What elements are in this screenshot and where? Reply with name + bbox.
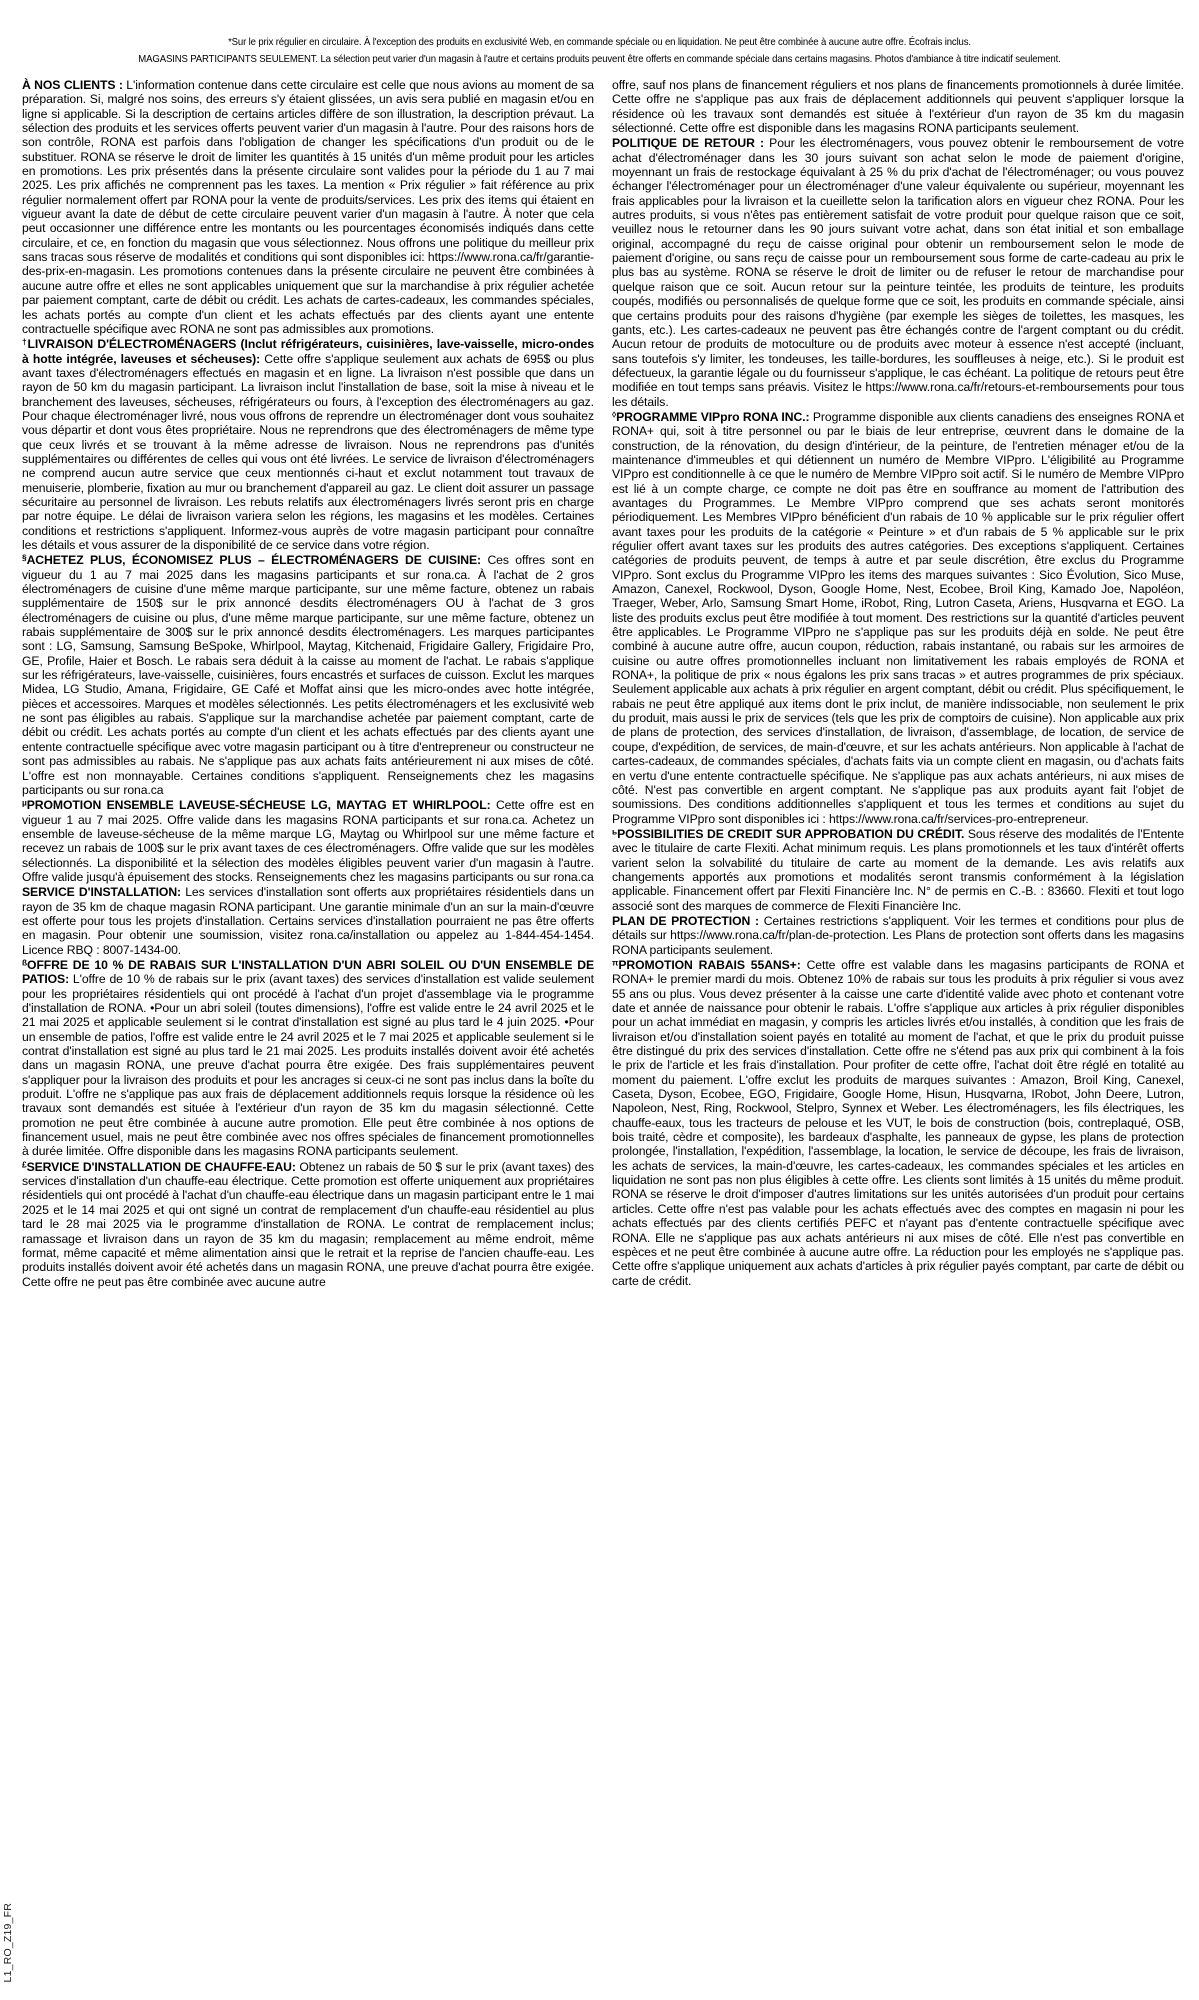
section-heading: ACHETEZ PLUS, ÉCONOMISEZ PLUS – ÉLECTROMÉNAGERS DE CUISINE: — [26, 553, 482, 568]
footnote-marker: ß — [22, 957, 28, 968]
terms-columns — [22, 78, 1184, 1990]
section-body: Pour les électroménagers, vous pouvez obtenir le remboursement de votre achat d'électroménager dans les 30 jours suivant son achat selon le mode de paiement d'origine, moyennant un frais de restockage équivalant à 25 % du prix d'achat de l'électroménager; ou vous pouvez échanger l'électroménager pour un électroménager d'une valeur équivalente ou supérieur, moyennant les frais applicables pour la livraison et la cueillette selon la tarification alors en vigueur chez RONA. Pour les autres produits, si vous n'êtes pas entièrement satisfait de votre produit pour quelque raison que ce soit, veuillez nous le retourner dans les 90 jours suivant votre achat, dans son état initial et son emballage original, accompagné du reçu de caisse original pour obtenir un remboursement selon le mode de paiement d'origine, ou sans reçu de caisse pour un remboursement sous forme de carte-cadeau au prix le plus bas au système. RONA se réserve le droit de limiter ou de refuser le retour de marchandise pour quelque raison que ce soit. Aucun retour sur la peinture teintée, les produits de teinture, les produits coupés, modifiés ou personnalisés de quelque forme que ce soit, les produits en commande spéciale, ainsi que certains produits pour des raisons d'hygiène (par exemple les sièges de toilettes, les masques, les gants, etc.). Les cartes-cadeaux ne peuvent pas être échangés contre de l'argent comptant ou du crédit. Aucun retour de produits de motoculture ou de produits avec moteur à essence n'est accepté (incluant, sans toutefois s'y limiter, les tondeuses, les taille-bordures, les souffleuses à neige, etc.). Si le produit est défectueux, la garantie légale ou du fournisseur s'applique, le cas échéant. La politique de retours peut être modifiée en tout temps sans préavis. Visitez le https://www.rona.ca/fr/retours-et-remboursements pour tous les détails. — [612, 136, 1184, 409]
terms-paragraph — [612, 410, 1184, 826]
section-heading: SERVICE D'INSTALLATION: — [22, 885, 182, 900]
section-body: L'offre de 10 % de rabais sur le prix (avant taxes) des services d'installation est valide seulement pour les propriétaires résidentiels qui ont procédé à l'achat d'un projet d'assemblage via le programme d'installation de RONA. •Pour un abri soleil (toutes dimensions), l'offre est valide entre le 24 avril 2025 et le 21 mai 2025 et applicable seulement si le contrat d'installation est signé au plus tard le 4 juin 2025. •Pour un ensemble de patios, l'offre est valide entre le 24 avril 2025 et le 7 mai 2025 et applicable seulement si le contrat d'installation est signé au plus tard le 21 mai 2025. Les produits installés doivent avoir été achetés dans un magasin RONA, une preuve d'achat pourra être exigée. Des frais supplémentaires peuvent s'appliquer pour la livraison des produits et pour les ancrages si ceux-ci ne sont pas inclus dans la boîte du produit. L'offre ne s'applique pas aux frais de déplacement additionnels requis lorsque la résidence où les travaux sont demandés est située à l'extérieur d'un rayon de 35 km du magasin sélectionné. Cette promotion ne peut être combinée à aucune autre promotion. Elle peut être combinée à nos options de financement usuel, mais ne peut être combinée avec nos offres spéciales de financement promotionnelles à durée limitée. Offre disponible dans les magasins RONA participants seulement. — [22, 972, 594, 1159]
footnote-marker: ◊ — [612, 409, 617, 420]
section-body: Obtenez un rabais de 50 $ sur le prix (avant taxes) des services d'installation d'un chauffe-eau électrique. Cette promotion est offerte uniquement aux propriétaires résidentiels qui ont procédé à l'achat d'un chauffe-eau électrique dans un magasin participant entre le 1 mai 2025 et le 14 mai 2025 et qui ont signé un contrat de remplacement d'un chauffe-eau résidentiel au plus tard le 28 mai 2025 via le programme d'installation de RONA. Le contrat de remplacement inclus; ramassage et livraison dans un rayon de 35 km du magasin; remplacement au même endroit, même format, même capacité et même alimentation ainsi que le retrait et la reprise de l'ancien chauffe-eau. Les produits installés doivent avoir été achetés dans un magasin RONA, une preuve d'achat pourra être exigée. Cette offre ne peut pas être combinée avec aucune autre — [22, 1159, 594, 1289]
section-heading: PROMOTION ENSEMBLE LAVEUSE-SÉCHEUSE LG, MAYTAG ET WHIRLPOOL: — [26, 798, 491, 813]
terms-paragraph — [22, 1160, 594, 1289]
section-heading: PLAN DE PROTECTION : — [612, 913, 759, 928]
terms-paragraph — [22, 798, 594, 884]
terms-paragraph — [22, 337, 594, 552]
section-body: Cette offre est valable dans les magasins participants de RONA et RONA+ le premier mardi du mois. Obtenez 10% de rabais sur tous les produits à prix régulier si vous avez 55 ans ou plus. Vous devez présenter à la caisse une carte d'identité valide avec photo et contenant votre date et année de naissance pour obtenir le rabais. L'offre s'applique aux articles à prix régulier disponibles pour un achat immédiat en magasin, y compris les articles livrés et/ou installés, à condition que les frais de livraison et/ou d'installation soient payés en totalité au moment de l'achat, et que le prix du produit puisse être distingué du prix des services d'installation. Cette offre ne s'étend pas aux prix qui combinent à la fois le prix de l'article et les frais d'installation. Pour profiter de cette offre, l'achat doit être réglé en totalité au moment du paiement. L'offre exclut les produits de marques suivantes : Amazon, Broil King, Canexel, Caseta, Dyson, Ecobee, EGO, Frigidaire, Google Home, Hisun, Husqvarna, IRobot, John Deere, Lutron, Napoleon, Nest, Ring, Rockwool, Stelpro, Synnex et Weber. Les électroménagers, les fils électriques, les chauffe-eaux, tous les tracteurs de pelouse et les VUT, le bois de construction (bois, contreplaqué, OSB, bois traité, cèdre et composite), les bardeaux d'asphalte, les panneaux de gypse, les plans de protection prolongée, l'installation, l'expédition, l'assemblage, la location, le service de découpe, les frais de livraison, les achats de services, la main-d'œuvre, les cartes-cadeaux, les commandes spéciales et les articles en liquidation ne sont pas non plus éligibles à cette offre. Les clients sont limités à 15 unités du même produit. RONA se réserve le droit d'imposer d'autres limitations sur les unités autorisées d'un produit pour certains articles. Cette offre n'est pas valable pour les achats effectués avec des comptes en magasin ni pour les achats effectués par des clients certifiés PEFC et n'ayant pas d'entente contractuelle spécifique avec RONA. Elle ne s'applique pas aux achats antérieurs ni aux mises de côté. Elle n'est pas convertible en espèces et ne peut être combinée à aucune autre offre. La réduction pour les employés ne s'applique pas. Cette offre s'applique uniquement aux achats d'articles à prix régulier payés comptant, par carte de débit ou carte de crédit. — [612, 957, 1184, 1288]
section-body: Sous réserve des modalités de l'Entente avec le titulaire de carte Flexiti. Achat minimum requis. Les plans promotionnels et les taux d'intérêt offerts varient selon la solvabilité du titulaire de carte au moment de la demande. Les avis relatifs aux changements apportés aux promotions et modalités seront transmis conformément à la législation applicable. Financement offert par Flexiti Financière Inc. N° de permis en C.-B. : 83660. Flexiti et tout logo associé sont des marques de commerce de Flexiti Financière Inc. — [612, 826, 1184, 913]
terms-paragraph — [612, 78, 1184, 135]
terms-paragraph — [22, 885, 594, 957]
section-body: Cette offre est en vigueur 1 au 7 mai 2025. Offre valide dans les magasins RONA participants et sur rona.ca. Achetez un ensemble de laveuse-sécheuse de la même marque LG, Maytag ou Whirlpool sur une même facture et recevez un rabais de 100$ sur le prix avant taxes de ces électroménagers. Offre valide que sur les modèles sélectionnés. La disponibilité et la sélection des modèles éligibles peuvent varier d'un magasin à l'autre. Offre valide jusqu'à épuisement des stocks. Renseignements chez les magasins participants ou sur rona.ca — [22, 798, 594, 884]
terms-paragraph — [22, 78, 594, 336]
section-heading: LIVRAISON D'ÉLECTROMÉNAGERS (Inclut réfrigérateurs, cuisinières, lave-vaisselle, micro-ondes à hotte intégrée, laveuses et sécheuses): — [22, 337, 595, 366]
footnote-marker: † — [22, 336, 28, 347]
section-heading: PROGRAMME VIPpro RONA INC.: — [616, 409, 810, 424]
section-body: Programme disponible aux clients canadiens des enseignes RONA et RONA+ qui, soit à titre personnel ou par le biais de leur entreprise, œuvrent dans le domaine de la construction, de la rénovation, du design d'intérieur, de la peinture, de l'entretien ménager et/ou de la maintenance d'immeubles et qui détiennent un numéro de Membre VIPpro. L'éligibilité au Programme VIPpro est conditionnelle à ce que le numéro de Membre VIPpro soit actif. Si le numéro de Membre VIPpro est lié à un compte charge, ce compte ne doit pas être en souffrance au moment de l'attribution des avantages du Programmes. Le Membre VIPpro comprend que ses achats seront monitorés périodiquement. Les Membres VIPpro bénéficient d'un rabais de 10 % applicable sur le prix régulier offert avant taxes pour les produits de la catégorie « Peinture » et d'un rabais de 5 % applicable sur le prix régulier offert avant taxes sur les produits des autres catégories. Des exceptions s'appliquent. Certaines catégories de produits peuvent, de temps à autre et par seule discrétion, être exclus du Programme VIPpro. Sont exclus du Programme VIPpro les items des marques suivantes : Sico Évolution, Sico Muse, Amazon, Canexel, Rockwool, Dyson, Google Home, Nest, Ecobee, Broil King, Kamado Joe, Napoléon, Traeger, Weber, Arlo, Samsung Smart Home, iRobot, Ring, Lutron Caseta, Ariens, Husqvarna et EGO. La liste des produits exclus peut être modifiée à tout moment. Des restrictions sur la quantité d'articles peuvent être applicables. Le Programme VIPpro ne s'applique pas sur les produits déjà en solde. Ne peut être combiné à aucune autre offre, aucun coupon, réduction, rabais instantané, ou rabais sur les armoires de cuisine ou autre offres promotionnelles incluant non limitativement les rabais employés de RONA et RONA+, la politique de prix « nous égalons les prix sans tracas » et autres programmes de prix spéciaux. Seulement applicable aux achats à prix régulier en argent comptant, débit ou crédit. Plus spécifiquement, le rabais ne peut être appliqué aux items dont le prix inclut, de manière indissociable, non seulement le prix du produit, mais aussi le prix de services (tels que les prix de comptoirs de cuisine). Non applicable aux prix de plans de protection, des services d'installation, de livraison, d'assemblage, de location, de service de coupe, d'expédition, de services, de main-d'œuvre, et sur les achats antérieurs. Non applicable à l'achat de cartes-cadeaux, de commandes spéciales, d'achats faits via un compte client en magasin, ou d'achats faits en vertu d'une entente contractuelle spécifique. Ne s'applique pas aux achats antérieurs, ni aux mises de côté. N'est pas convertible en argent comptant. Ne s'applique pas aux produits ayant fait l'objet de soumissions. Des conditions additionnelles s'appliquent et tous les termes et conditions au sujet du Programme VIPpro sont disponibles ici : https://www.rona.ca/fr/services-pro-entrepreneur. — [612, 409, 1184, 826]
footnote-marker: § — [22, 552, 27, 563]
footnote-marker: £ — [22, 1159, 27, 1170]
terms-paragraph — [612, 136, 1184, 409]
section-body: Ces offres sont en vigueur du 1 au 7 mai 2025 dans les magasins participants et sur rona.ca. À l'achat de 2 gros électroménagers de cuisine d'une même marque participante, sur une même facture, obtenez un rabais supplémentaire de 150$ sur le prix annoncé desdits électroménagers OU à l'achat de 3 gros électroménagers de cuisine ou plus, d'une même marque participante, sur une même facture, obtenez un rabais supplémentaire de 300$ sur le prix annoncé desdits électroménagers. Les marques participantes sont : LG, Samsung, Samsung BeSpoke, Whirlpool, Maytag, Kitchenaid, Frigidaire Gallery, Frigidaire Pro, GE, Profile, Haier et Bosch. Le rabais sera déduit à la caisse au moment de l'achat. Le rabais s'applique sur les réfrigérateurs, lave-vaisselle, cuisinières, fours encastrés et surfaces de cuisson. Exclut les marques Midea, LG Studio, Amana, Frigidaire, GE Café et Moffat ainsi que les micro-ondes avec hotte intégrée, pièces et accessoires. Marques et modèles sélectionnés. Les petits électroménagers et les exclusivité web ne sont pas éligibles au rabais. S'applique sur la marchandise achetée par paiement comptant, carte de débit ou crédit. Les achats portés au compte d'un client et les achats effectués par des clients ayant une entente contractuelle spécifique avec votre magasin participant ou à titre d'entrepreneur ou constructeur ne sont pas admissibles au rabais. Ne s'applique pas aux achats faits antérieurement ni aux mises de côté. L'offre est non monnayable. Certaines conditions s'appliquent. Renseignements chez les magasins participants ou sur rona.ca — [22, 553, 594, 797]
section-body: offre, sauf nos plans de financement réguliers et nos plans de financements promotionnels à durée limitée. Cette offre ne s'applique pas aux frais de déplacement additionnels qui peuvent s'appliquer lorsque la résidence où les travaux sont demandés est située à l'extérieur d'un rayon de 35 km du magasin sélectionné. Cette offre est disponible dans les magasins RONA participants seulement. — [612, 78, 1184, 136]
terms-paragraph — [612, 958, 1184, 1288]
section-heading: À NOS CLIENTS : — [22, 78, 123, 92]
section-body: Certaines restrictions s'appliquent. Voir les termes et conditions pour plus de détails sur https://www.rona.ca/fr/plan-de-protection. Les Plans de protection sont offerts dans les magasins RONA participants seulement. — [612, 913, 1184, 957]
right-column — [612, 78, 1184, 1288]
section-heading: OFFRE DE 10 % DE RABAIS SUR L'INSTALLATION D'UN ABRI SOLEIL OU D'UN ENSEMBLE DE PATIOS: — [22, 957, 594, 987]
section-body: Les services d'installation sont offerts aux propriétaires résidentiels dans un rayon de 35 km de chaque magasin RONA participant. Une garantie minimale d'un an sur la main-d'œuvre est offerte pour tous les projets d'installation. Certains services d'installation pourraient ne pas être offerts en magasin. Pour obtenir une soumission, visitez rona.ca/installation ou appelez au 1-844-454-1454. Licence RBQ : 8007-1434-00. — [22, 885, 594, 957]
price-disclaimer-line: *Sur le prix régulier en circulaire. À l'exception des produits en exclusivité Web, en commande spéciale ou en liquidation. Ne peut être combinée à aucune autre offre. Écofrais inclus. — [228, 37, 971, 48]
section-heading: SERVICE D'INSTALLATION DE CHAUFFE-EAU: — [26, 1159, 296, 1174]
section-heading: POSSIBILITIES DE CREDIT SUR APPROBATION DU CRÉDIT. — [617, 826, 965, 841]
section-body: Cette offre s'applique seulement aux achats de 695$ ou plus avant taxes d'électroménagers effectués en magasin et en ligne. La livraison n'est possible que dans un rayon de 50 km du magasin participant. La livraison inclut l'installation de base, soit la mise à niveau et le branchement des laveuses, sécheuses, réfrigérateurs ou fours, à l'exception des électroménagers au gaz. Pour chaque électroménager livré, nous vous offrons de reprendre un électroménager dont vous souhaitez vous départir et dont vous êtes propriétaire. Nous ne reprendrons que des électroménagers de même type que ceux livrés et se trouvant à la même adresse de livraison. Nous ne reprendrons pas d'unités supplémentaires ou différentes de celles qui vous ont été livrées. Le service de livraison d'électroménagers ne comprend aucun autre service que ceux mentionnés ci-haut et exclut notamment tout travaux de menuiserie, plomberie, fixation au mur ou branchement d'appareil au gaz. Le client doit assurer un passage sécuritaire au personnel de livraison. Les rebuts relatifs aux électroménagers livrés seront pris en charge par notre équipe. Le délai de livraison variera selon les régions, les magasins et les modèles. Certaines conditions et restrictions s'appliquent. Informez-vous auprès de votre magasin participant pour connaître les détails et vous assurer de la disponibilité de ce service dans votre région. — [22, 351, 594, 552]
terms-paragraph — [22, 958, 594, 1159]
top-disclaimer-block — [22, 36, 1177, 66]
terms-paragraph — [612, 914, 1184, 957]
section-heading: POLITIQUE DE RETOUR : — [612, 136, 764, 151]
terms-paragraph — [22, 553, 594, 797]
section-body: L'information contenue dans cette circulaire est celle que nous avions au moment de sa préparation. Si, malgré nos soins, des erreurs s'y étaient glissées, un avis sera publié en magasin et/ou en ligne si applicable. Si la description de certains articles diffère de son illustration, la description prévaut. La sélection des produits et les services offerts peuvent varier d'un magasin à l'autre. Pour des raisons hors de son contrôle, RONA est parfois dans l'obligation de changer les spécifications d'un produit ou de le substituer. RONA se réserve le droit de limiter les quantités à 15 unités d'un même produit pour les articles en promotions. Les prix présentés dans la présente circulaire sont valides pour la période du 1 au 7 mai 2025. Les prix affichés ne comprennent pas les taxes. La mention « Prix régulier » fait référence au prix régulier normalement offert par RONA pour la vente de produits/services. Les prix des items qui étaient en vigueur avant la date de début de cette circulaire peuvent varier d'un magasin à l'autre. À noter que cela peut occasionner une différence entre les montants ou les pourcentages économisés indiqués dans cette circulaire, et ce, en fonction du magasin que vous sélectionnez. Nous offrons une politique du meilleur prix sans tracas sous réserve de modalités et conditions qui sont disponibles ici: https://www.rona.ca/fr/garantie-des-prix-en-magasin. Les promotions contenues dans la présente circulaire ne peuvent être combinées à aucune autre offre et elles ne sont applicables uniquement que sur la marchandise à prix régulier achetée par paiement comptant, carte de débit ou crédit. Les achats de cartes-cadeaux, les commandes spéciales, les achats portés au compte d'un client et les achats effectués par des clients ayant une entente contractuelle spécifique avec RONA ne sont pas admissibles aux promotions. — [22, 78, 594, 336]
print-job-code: L1_RO_Z19_FR — [2, 1902, 14, 1982]
footnote-marker: µ — [22, 797, 27, 808]
footnote-marker: ь — [612, 826, 618, 837]
left-column — [22, 78, 594, 1289]
section-heading: PROMOTION RABAIS 55ANS+: — [618, 957, 801, 972]
terms-paragraph — [612, 827, 1184, 913]
participating-stores-line: MAGASINS PARTICIPANTS SEULEMENT. La sélection peut varier d'un magasin à l'autre et certains produits peuvent être offerts en commande spéciale dans certains magasins. Photos d'ambiance à titre indicatif seulement. — [138, 54, 1061, 65]
footnote-marker: π — [612, 957, 619, 968]
